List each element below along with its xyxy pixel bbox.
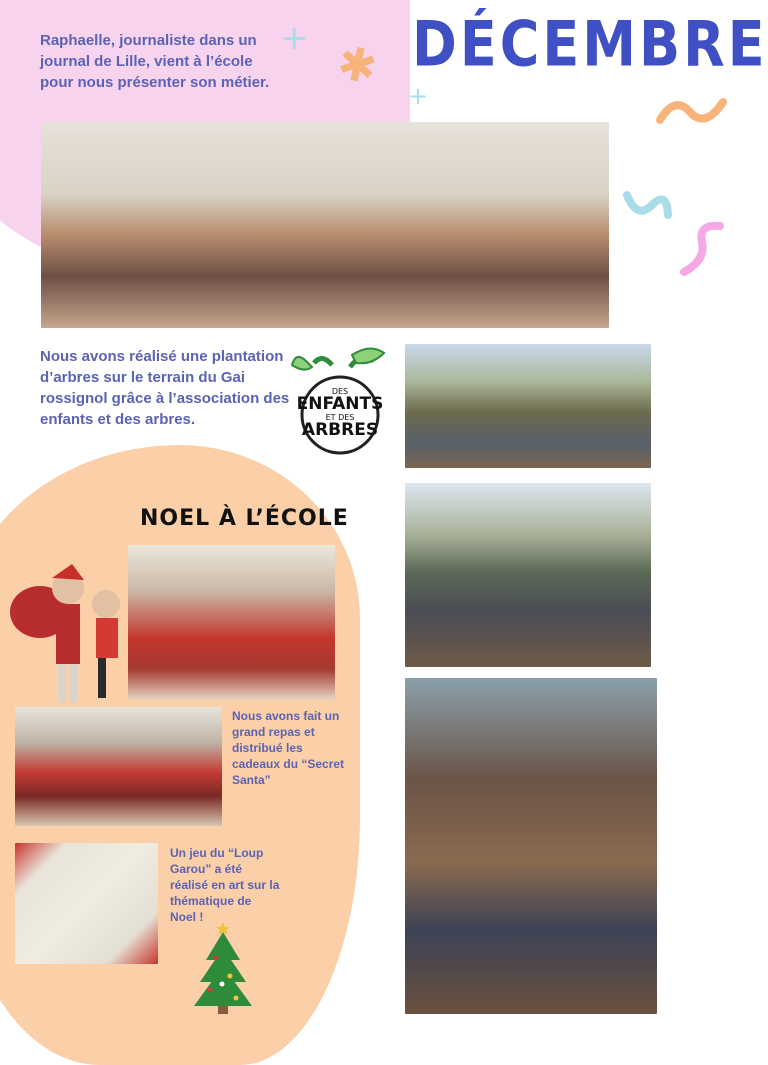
star-doodle-icon: ✱ (332, 34, 382, 96)
santa-hats-cutout (10, 560, 122, 706)
squiggle-doodle-icon (655, 90, 725, 130)
plus-doodle-icon: + (408, 82, 429, 110)
intro-text: Raphaelle, journaliste dans un journal de Lille, vient à l’école pour nous présenter son métier. (40, 32, 270, 91)
christmas-tree-icon (192, 918, 254, 1014)
christmas-meal-photo-2 (15, 707, 222, 826)
logo-text-line1: DES (331, 387, 349, 396)
tree-planting-photo-1 (405, 344, 651, 468)
tree-planting-photo-2 (405, 483, 651, 667)
loup-garou-cards-photo (15, 843, 158, 964)
enfants-arbres-logo (292, 345, 388, 457)
planting-text: Nous avons réalisé une plantation d’arbres sur le terrain du Gai rossignol grâce à l’association des enfants et des arbres. (40, 348, 290, 428)
repas-text: Nous avons fait un grand repas et distribué les cadeaux du “Secret Santa” (232, 709, 345, 787)
logo-text-line2: ENFANTS (296, 394, 384, 414)
logo-text-line4: ARBRES (301, 420, 379, 440)
noel-section-title: NOEL À L’ÉCOLE (140, 506, 349, 531)
page-title: DÉCEMBRE (412, 8, 768, 81)
plus-doodle-icon: + (280, 18, 309, 58)
loup-garou-text: Un jeu du “Loup Garou” a été réalisé en art sur la thématique de Noel ! (170, 846, 280, 924)
tree-planting-photo-3 (405, 678, 657, 1014)
squiggle-doodle-icon (622, 185, 672, 225)
classroom-photo-left (41, 122, 320, 328)
santa-figures-icon (10, 560, 122, 706)
squiggle-doodle-icon (676, 220, 724, 280)
classroom-photo-right (320, 122, 609, 328)
christmas-meal-photo-1 (128, 545, 335, 700)
logo-text-line3: ET DES (325, 413, 355, 422)
